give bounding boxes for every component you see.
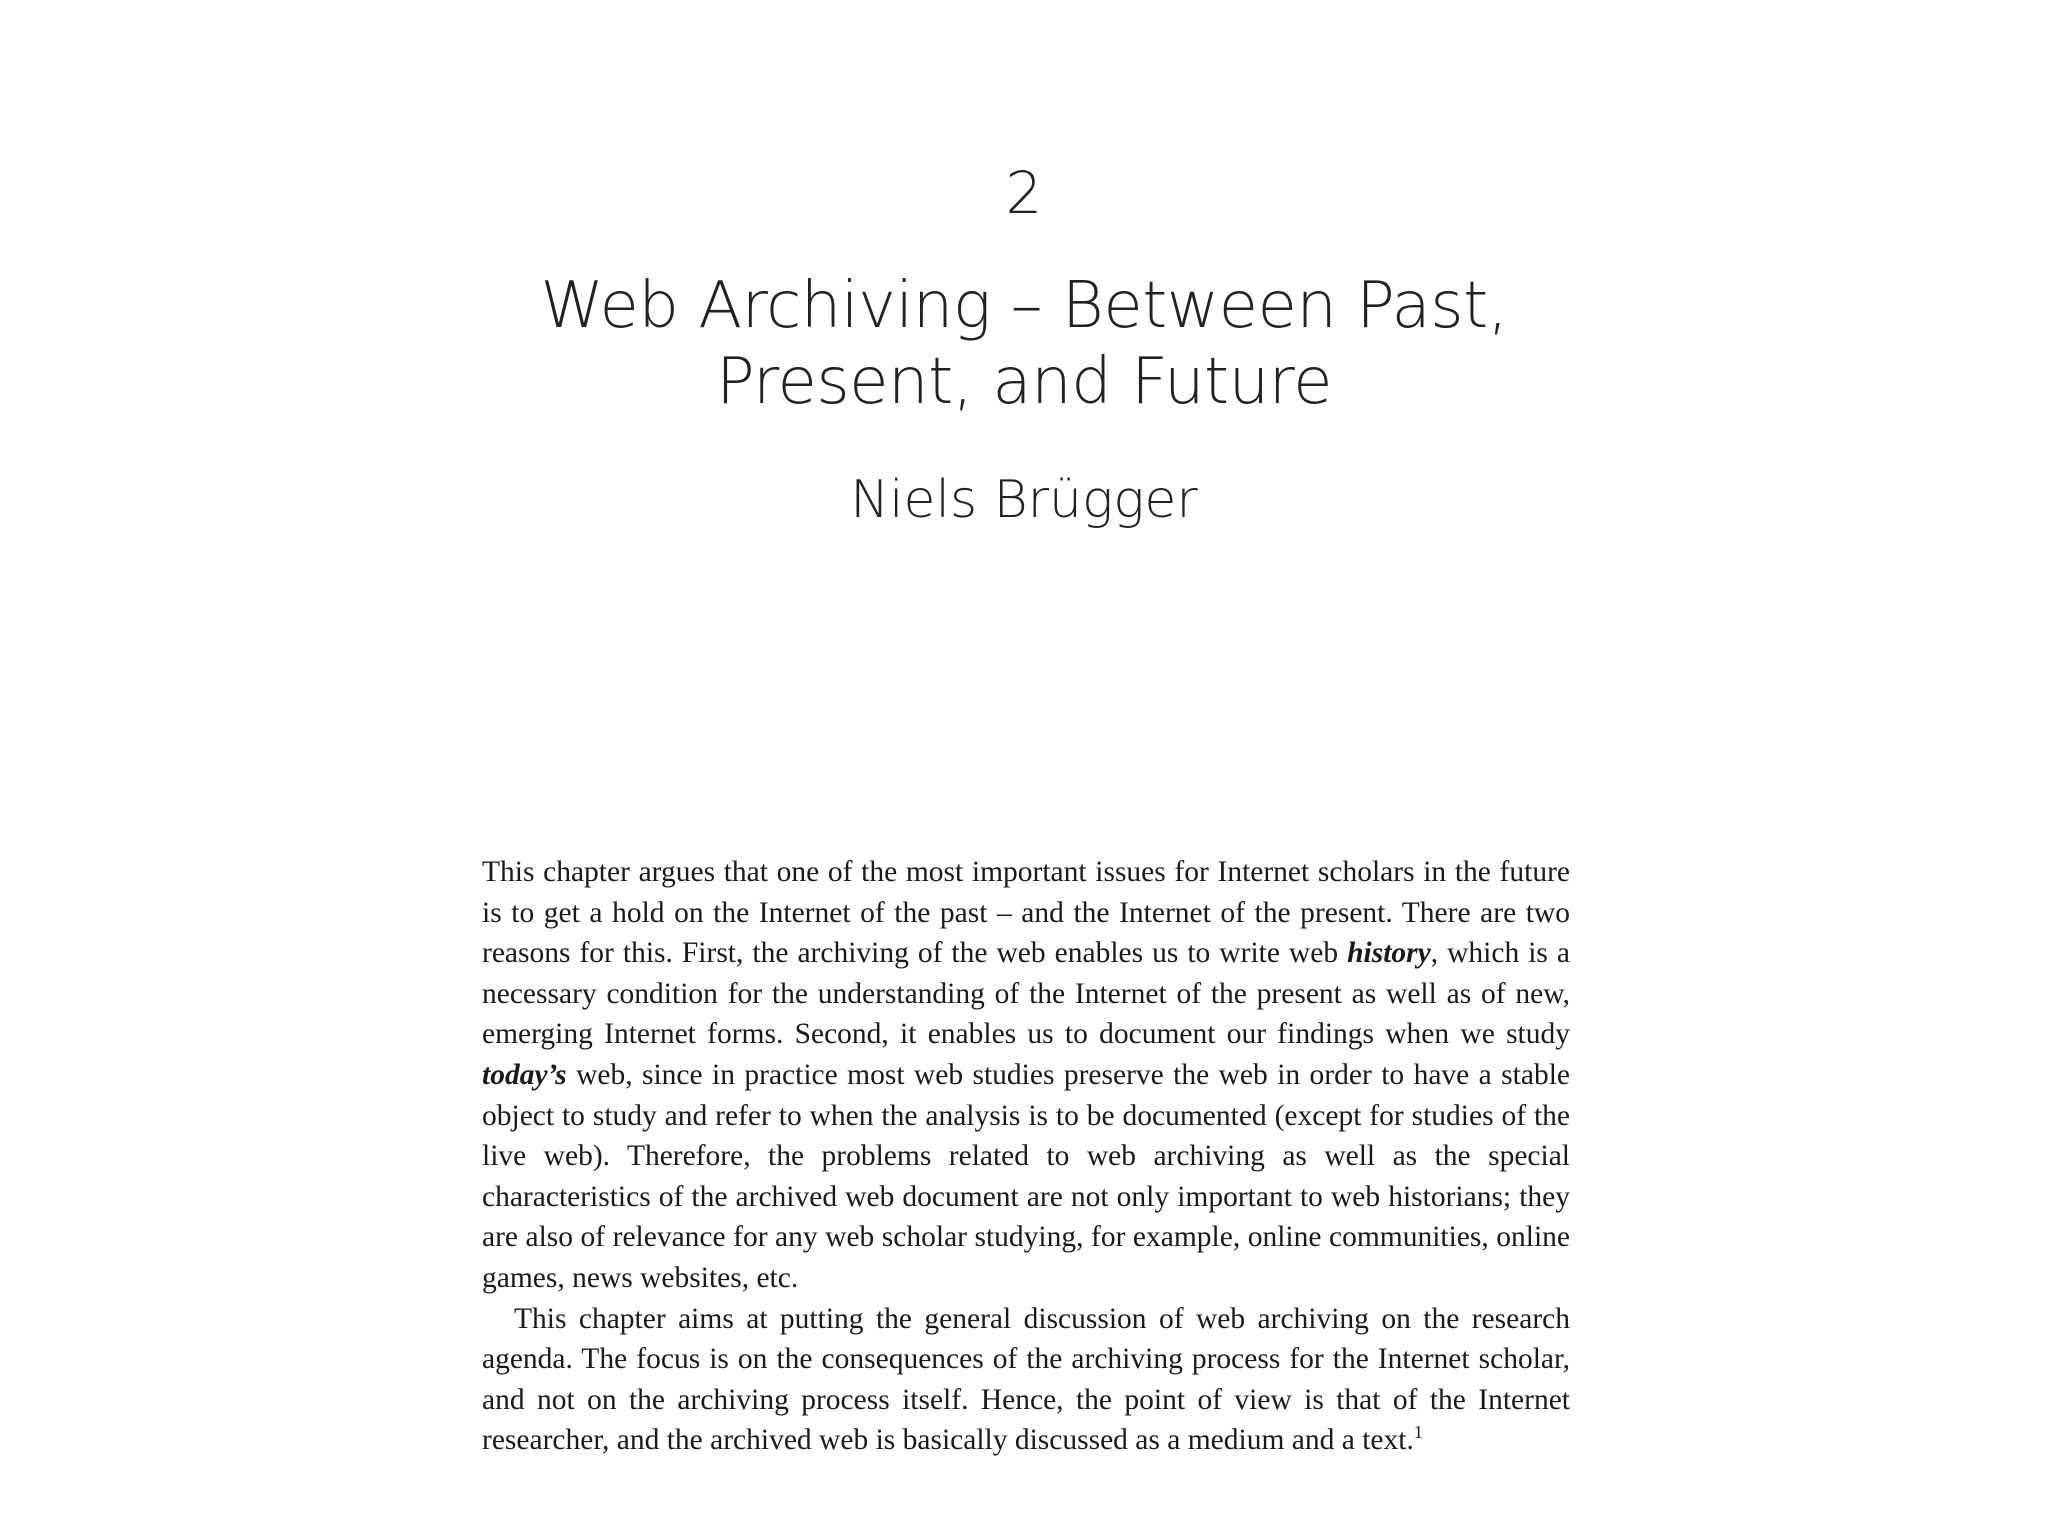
chapter-title (424, 268, 1624, 420)
emphasis-history: history (1347, 937, 1431, 970)
paragraph-2-text: This chapter aims at putting the general discussion of web archiving on the research agenda. The focus is on the consequences of the archiving process for the Internet scholar, and not on the archiving process itself. Hence, the point of view is that of the Internet researcher, and the archived web is basically discussed as a medium and a text. (482, 1302, 1570, 1457)
chapter-number: 2 (1005, 159, 1043, 227)
paragraph-1-text-c: web, since in practice most web studies preserve the web in order to have a stable object to study and refer to when the analysis is to be documented (except for studies of the live web). Therefore, the problems related to web archiving as well as the special characteristics of the archived web document are not only important to web historians; they are also of relevance for any web scholar studying, for example, online communities, online games, news websites, etc. (482, 1058, 1570, 1294)
paragraph-1 (482, 852, 1570, 1299)
chapter-body (482, 852, 1570, 1461)
emphasis-todays: today’s (482, 1058, 567, 1091)
footnote-marker[interactable]: 1 (1413, 1422, 1423, 1443)
chapter-title-line-2: Present, and Future (716, 345, 1332, 419)
paragraph-1-text-a: This chapter argues that one of the most important issues for Internet scholars in the future is to get a hold on the Internet of the past – and the Internet of the present. There are two reasons for this. First, the archiving of the web enables us to write web (482, 856, 1570, 970)
author-name: Niels Brügger (850, 470, 1198, 530)
chapter-title-line-1: Web Archiving – Between Past, (540, 269, 1508, 343)
paragraph-2 (482, 1299, 1570, 1461)
paragraph-1-text-b: , which is a necessary condition for the understanding of the Internet of the present as well as of new, emerging Internet forms. Second, it enables us to document our findings when we study (482, 937, 1570, 1051)
